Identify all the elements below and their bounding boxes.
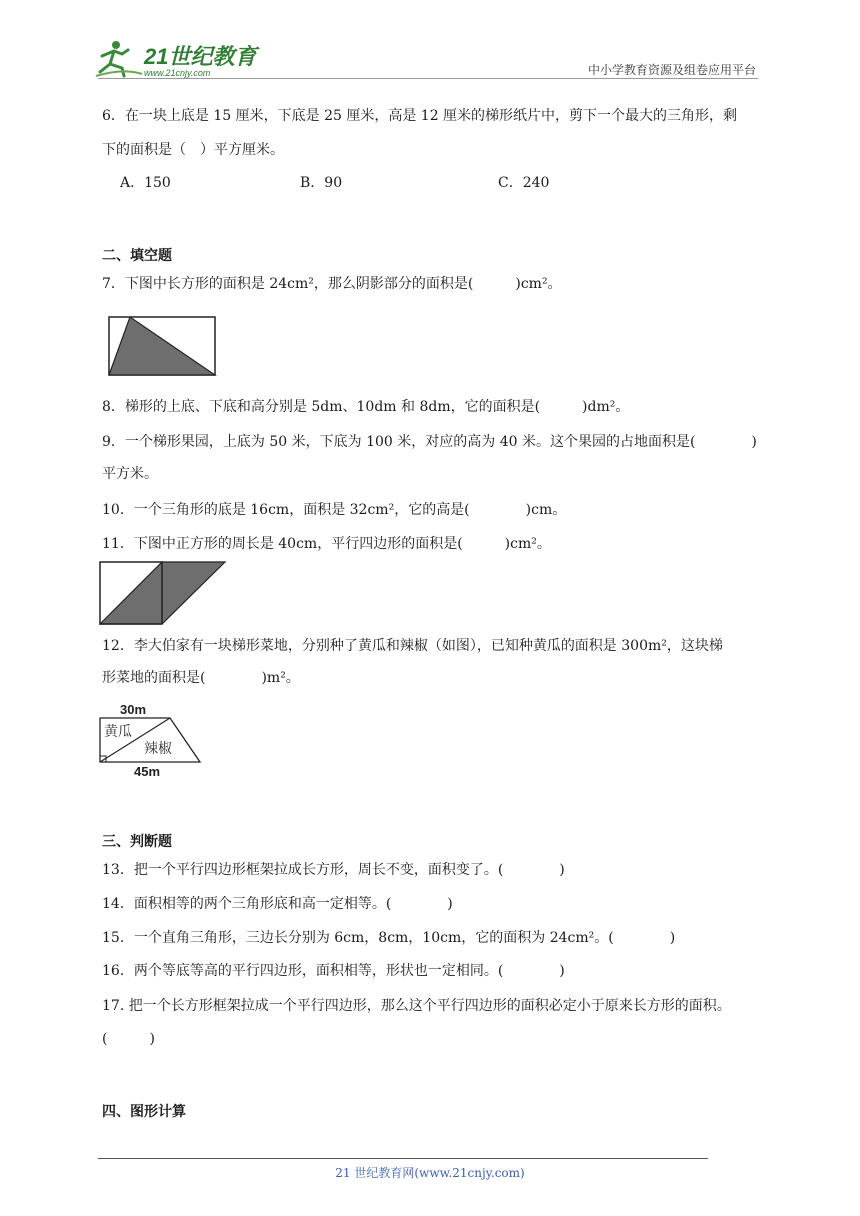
q9-line1: 9．一个梯形果园，上底为 50 米，下底为 100 米，对应的高为 40 米。这个果园的占地面积是( ) [102,434,757,450]
q12-line2: 形菜地的面积是( )m²。 [102,670,300,686]
q9-line2: 平方米。 [102,466,158,482]
q17-line2: ( ) [102,1031,155,1047]
q6-line1: 6．在一块上底是 15 厘米，下底是 25 厘米，高是 12 厘米的梯形纸片中，剪下一个最大的三角形，剩 [102,108,738,124]
platform-name: 中小学教育资源及组卷应用平台 [587,63,756,77]
q11-text: 11．下图中正方形的周长是 40cm，平行四边形的面积是( )cm²。 [102,536,551,552]
section-fill-in-title: 二、填空题 [102,248,172,264]
q13-text: 13．把一个平行四边形框架拉成长方形，周长不变，面积变了。( ) [102,862,565,878]
q11-square-parallelogram-figure [99,561,227,627]
q12-line1: 12．李大伯家有一块梯形菜地，分别种了黄瓜和辣椒（如图），已知种黄瓜的面积是 300m²，这块梯 [102,638,723,654]
logo-text: 21世纪教育 [144,44,257,69]
q14-text: 14．面积相等的两个三角形底和高一定相等。( ) [102,896,453,912]
cucumber-region-label: 黄瓜 [104,724,132,740]
q12-trapezoid-figure [98,700,206,780]
top-base-label: 30m [120,702,147,717]
site-logo [94,38,264,82]
q17-line1: 17. 把一个长方形框架拉成一个平行四边形，那么这个平行四边形的面积必定小于原来长方形的面积。 [102,998,731,1014]
q6-option-c: C．240 [498,175,550,191]
section-figure-calc-title: 四、图形计算 [102,1104,186,1120]
q6-line2: 下的面积是（ ）平方厘米。 [102,142,284,158]
q16-text: 16．两个等底等高的平行四边形，面积相等，形状也一定相同。( ) [102,963,565,979]
bottom-base-label: 45m [134,764,161,779]
q6-option-a: A．150 [120,175,171,191]
runner-icon [96,41,142,76]
q15-text: 15．一个直角三角形，三边长分别为 6cm，8cm，10cm，它的面积为 24cm²。( ) [102,930,676,946]
footer-site-link[interactable]: 21 世纪教育网(www.21cnjy.com) [335,1166,525,1180]
q6-option-b: B．90 [300,175,343,191]
section-judgement-title: 三、判断题 [102,834,172,850]
q8-text: 8．梯形的上底、下底和高分别是 5dm、10dm 和 8dm，它的面积是( )dm²。 [102,399,630,415]
footer-divider [98,1158,708,1159]
pepper-region-label: 辣椒 [144,741,172,757]
q10-text: 10．一个三角形的底是 16cm，面积是 32cm²，它的高是( )cm。 [102,502,567,518]
logo-url: www.21cnjy.com [144,68,211,78]
header-divider [98,78,758,79]
q7-text: 7．下图中长方形的面积是 24cm²，那么阴影部分的面积是( )cm²。 [102,276,562,292]
q7-rectangle-figure [108,316,218,378]
